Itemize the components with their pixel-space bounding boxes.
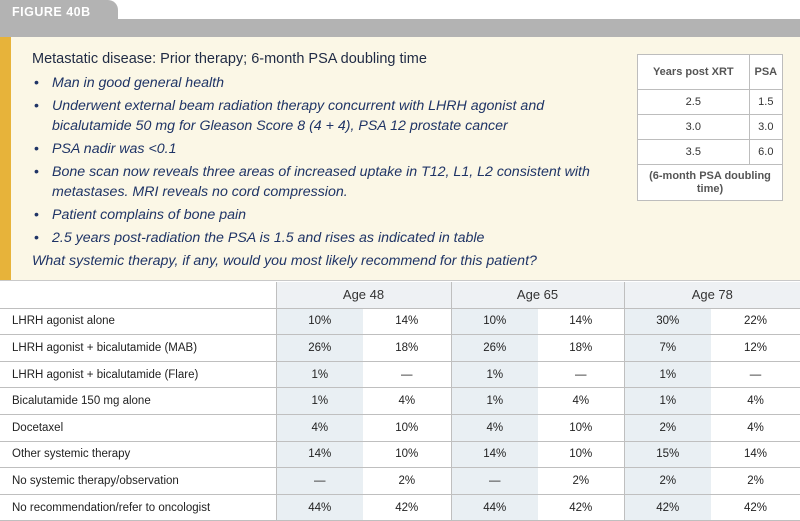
results-body bbox=[0, 308, 800, 521]
psa-table-note: (6-month PSA doubling time) bbox=[638, 165, 783, 201]
case-title: Metastatic disease: Prior therapy; 6-month PSA doubling time bbox=[32, 51, 427, 67]
case-bullet: • 2.5 years post-radiation the PSA is 1.5 and rises as indicated in table bbox=[34, 230, 485, 246]
value-cell: 7% bbox=[624, 335, 711, 362]
value-cell: 4% bbox=[711, 388, 800, 415]
value-cell: 14% bbox=[538, 308, 624, 335]
value-cell: 14% bbox=[363, 308, 451, 335]
value-cell: 10% bbox=[363, 441, 451, 468]
row-label: No recommendation/refer to oncologist bbox=[0, 494, 276, 521]
value-cell: 4% bbox=[711, 414, 800, 441]
psa-table-cell: 3.5 bbox=[638, 140, 750, 165]
value-cell: 2% bbox=[624, 468, 711, 495]
value-cell: 10% bbox=[538, 414, 624, 441]
value-cell: 15% bbox=[624, 441, 711, 468]
case-question: What systemic therapy, if any, would you most likely recommend for this patient? bbox=[32, 253, 537, 269]
results-table bbox=[0, 282, 800, 521]
value-cell: 30% bbox=[624, 308, 711, 335]
value-cell: 18% bbox=[363, 335, 451, 362]
psa-table-header: PSA bbox=[749, 55, 782, 90]
row-label: Bicalutamide 150 mg alone bbox=[0, 388, 276, 415]
value-cell: — bbox=[363, 361, 451, 388]
group-header: Age 65 bbox=[451, 282, 624, 308]
value-cell: 44% bbox=[451, 494, 538, 521]
value-cell: 14% bbox=[276, 441, 363, 468]
value-cell: 4% bbox=[538, 388, 624, 415]
value-cell: 1% bbox=[451, 388, 538, 415]
value-cell: 4% bbox=[276, 414, 363, 441]
row-label: No systemic therapy/observation bbox=[0, 468, 276, 495]
case-bullet: • Man in good general health bbox=[34, 75, 224, 91]
case-bullet: • Patient complains of bone pain bbox=[34, 207, 247, 223]
psa-table-header: Years post XRT bbox=[638, 55, 750, 90]
table-row bbox=[0, 441, 800, 468]
value-cell: 1% bbox=[276, 361, 363, 388]
psa-table-cell: 1.5 bbox=[749, 90, 782, 115]
value-cell: 10% bbox=[363, 414, 451, 441]
value-cell: — bbox=[276, 468, 363, 495]
case-bullet-list bbox=[32, 73, 622, 251]
case-bullet: • PSA nadir was <0.1 bbox=[34, 141, 177, 157]
value-cell: 12% bbox=[711, 335, 800, 362]
value-cell: 10% bbox=[451, 308, 538, 335]
row-label: LHRH agonist + bicalutamide (Flare) bbox=[0, 361, 276, 388]
value-cell: 2% bbox=[363, 468, 451, 495]
value-cell: 2% bbox=[538, 468, 624, 495]
value-cell: 26% bbox=[451, 335, 538, 362]
table-row bbox=[0, 308, 800, 335]
row-label: Docetaxel bbox=[0, 414, 276, 441]
value-cell: 42% bbox=[363, 494, 451, 521]
value-cell: 42% bbox=[711, 494, 800, 521]
case-bullet: • Underwent external beam radiation therapy concurrent with LHRH agonist and bicalutamide 50 mg for Gleason Score 8 (4 + 4), PSA 12 prostate cancer bbox=[34, 98, 545, 134]
psa-table-cell: 6.0 bbox=[749, 140, 782, 165]
value-cell: 22% bbox=[711, 308, 800, 335]
value-cell: 1% bbox=[624, 361, 711, 388]
value-cell: 10% bbox=[276, 308, 363, 335]
case-bullet: • Bone scan now reveals three areas of increased uptake in T12, L1, L2 consistent with metastases. MRI reveals no cord compression. bbox=[34, 164, 590, 200]
value-cell: 4% bbox=[363, 388, 451, 415]
row-label: LHRH agonist + bicalutamide (MAB) bbox=[0, 335, 276, 362]
value-cell: 42% bbox=[538, 494, 624, 521]
value-cell: 2% bbox=[711, 468, 800, 495]
psa-table bbox=[637, 54, 783, 201]
value-cell: 10% bbox=[538, 441, 624, 468]
row-label: Other systemic therapy bbox=[0, 441, 276, 468]
header-blank bbox=[0, 282, 276, 308]
value-cell: — bbox=[451, 468, 538, 495]
table-row bbox=[0, 468, 800, 495]
value-cell: 14% bbox=[451, 441, 538, 468]
value-cell: — bbox=[711, 361, 800, 388]
value-cell: 1% bbox=[276, 388, 363, 415]
group-header: Age 48 bbox=[276, 282, 451, 308]
value-cell: 44% bbox=[276, 494, 363, 521]
value-cell: 1% bbox=[451, 361, 538, 388]
value-cell: 42% bbox=[624, 494, 711, 521]
value-cell: 14% bbox=[711, 441, 800, 468]
table-row bbox=[0, 388, 800, 415]
table-row bbox=[0, 335, 800, 362]
figure-header-bar bbox=[0, 19, 800, 37]
value-cell: 26% bbox=[276, 335, 363, 362]
value-cell: 1% bbox=[624, 388, 711, 415]
table-row bbox=[0, 494, 800, 521]
psa-table-cell: 2.5 bbox=[638, 90, 750, 115]
psa-table-cell: 3.0 bbox=[749, 115, 782, 140]
table-row bbox=[0, 361, 800, 388]
accent-bar bbox=[0, 37, 11, 280]
group-header: Age 78 bbox=[624, 282, 800, 308]
value-cell: 18% bbox=[538, 335, 624, 362]
row-label: LHRH agonist alone bbox=[0, 308, 276, 335]
psa-table-cell: 3.0 bbox=[638, 115, 750, 140]
value-cell: 4% bbox=[451, 414, 538, 441]
value-cell: 2% bbox=[624, 414, 711, 441]
value-cell: — bbox=[538, 361, 624, 388]
figure-label: FIGURE 40B bbox=[0, 0, 118, 25]
table-row bbox=[0, 414, 800, 441]
results-header-row bbox=[0, 282, 800, 308]
